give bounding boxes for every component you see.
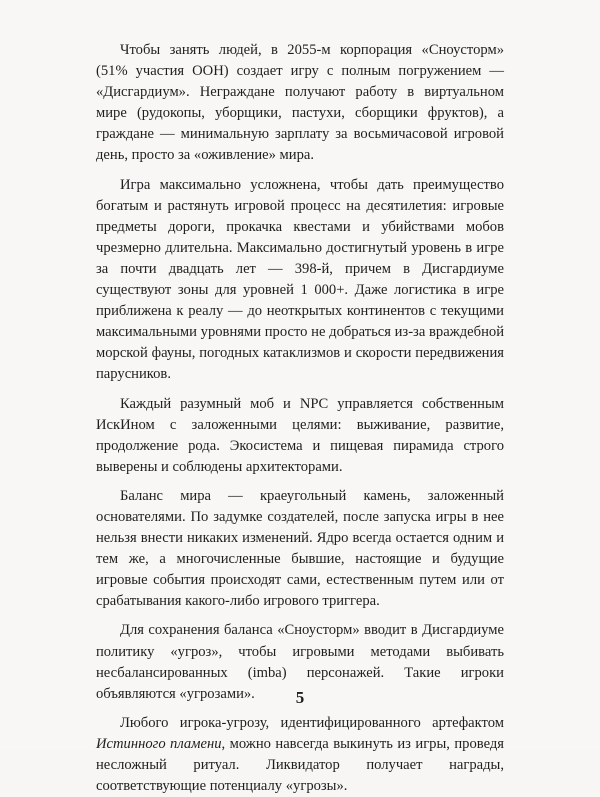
italic-artifact-name: Истинного пламени xyxy=(96,735,222,752)
paragraph-6 xyxy=(96,713,504,797)
paragraph-1: Чтобы занять людей, в 2055-м корпорация «Сноусторм» (51% участия ООН) создает игру с полным погружением — «Дисгардиум». Неграждане получают работу в виртуальном мире (рудокопы, уборщики, пастухи, сборщики фруктов), а граждане — минимальную зарплату за восьмичасовой игровой день, просто за «оживление» мира. xyxy=(96,42,504,164)
paragraph-6-start: Любого игрока-угрозу, идентифицированного артефактом xyxy=(120,714,504,731)
page-number: 5 xyxy=(295,688,305,707)
paragraph-6-end: , можно навсегда выкинуть из игры, проведя несложный ритуал. Ликвидатор получает награды, соответствующие потенциалу «угрозы». xyxy=(96,735,504,795)
body-text xyxy=(96,40,504,797)
paragraph-3: Каждый разумный моб и NPC управляется собственным ИскИном с заложенными целями: выживание, развитие, продолжение рода. Экосистема и пищевая пирамида строго выверены и соблюдены архитекторами. xyxy=(96,395,504,475)
paragraph-2: Игра максимально усложнена, чтобы дать преимущество богатым и растянуть игровой процесс на десятилетия: игровые предметы дороги, прокачка квестами и убийствами мобов чрезмерно длительна. Максимально достигнутый уровень в игре за почти двадцать лет — 398-й, причем в Дисгардиуме существуют зоны для уровней 1 000+. Даже логистика в игре приближена к реалу — до неоткрытых континентов с текущими максимальными уровнями просто не добраться из-за враждебной морской фауны, погодных катаклизмов и скорости передвижения парусников. xyxy=(96,176,504,383)
paragraph-5: Для сохранения баланса «Сноусторм» вводит в Дисгардиуме политику «угроз», чтобы игровыми методами выбивать несбалансированных (imba) персонажей. Такие игроки объявляются «угрозами». xyxy=(96,622,504,702)
paragraph-4: Баланс мира — краеугольный камень, заложенный основателями. По задумке создателей, после запуска игры в нее нельзя внести никаких изменений. Ядро всегда остается одним и тем же, а многочисленные бывшие, настоящие и будущие игровые события происходят сами, естественным путем или от срабатывания какого-либо игрового триггера. xyxy=(96,487,504,610)
